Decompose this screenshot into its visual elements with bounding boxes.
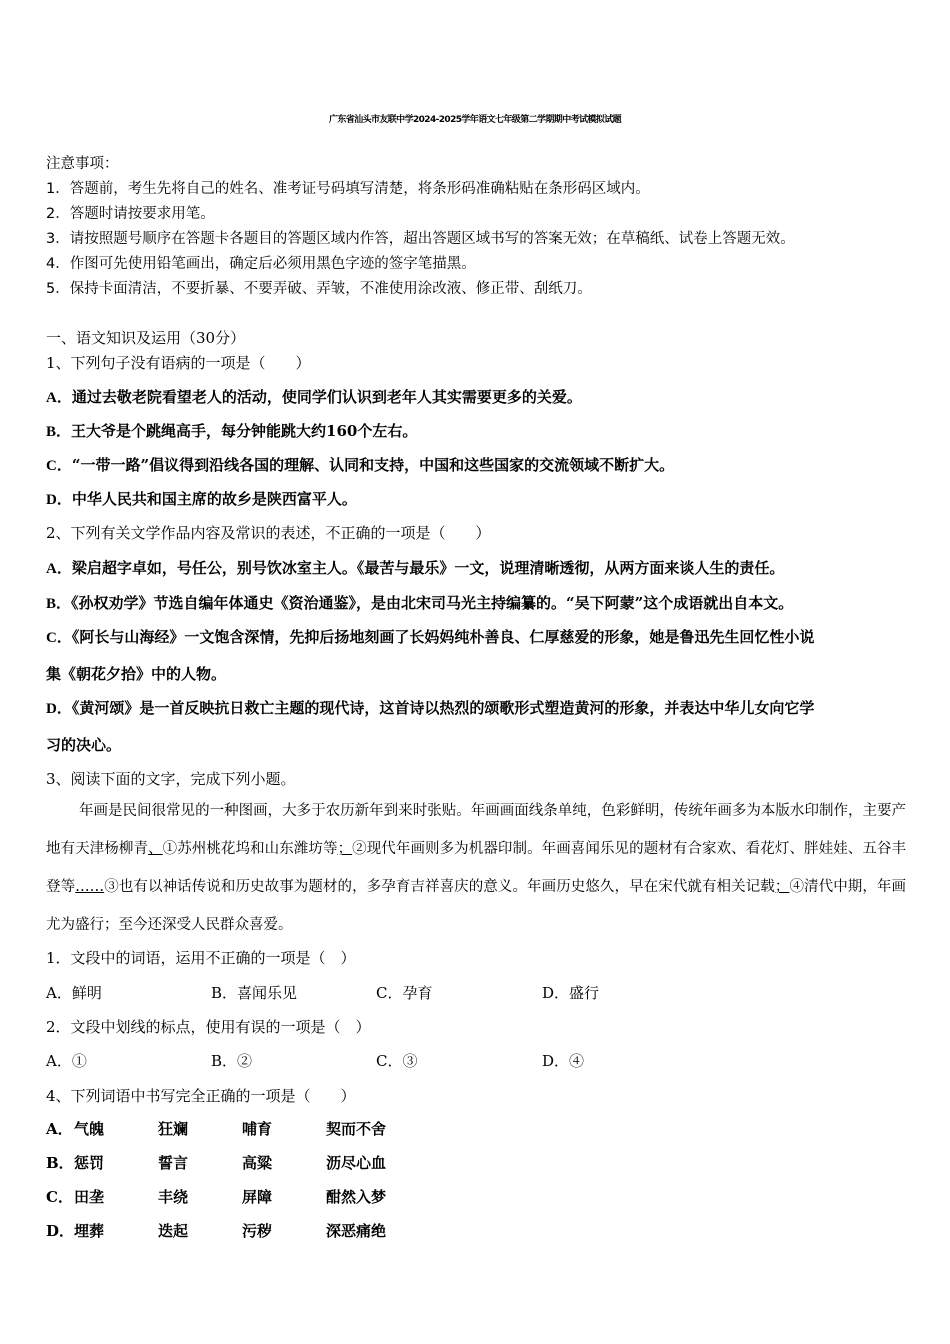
passage-text: ②现代年画则多为机器印制。年画喜闻乐见的题材有合家欢、看花灯、胖娃娃、五谷丰登等 [46, 841, 907, 895]
notice-item: 4．作图可先使用铅笔画出，确定后必须用黑色字迹的签字笔描黑。 [46, 256, 476, 272]
option-label: D． [46, 701, 72, 717]
notice-item: 1．答题前，考生先将自己的姓名、准考证号码填写清楚，将条形码准确粘贴在条形码区域内。 [46, 181, 650, 197]
row-label: A． [46, 1120, 73, 1138]
word: 哺育 [242, 1120, 273, 1138]
section-heading: 一、语文知识及运用（30分） [46, 329, 246, 347]
option [46, 454, 674, 475]
option-text: “一带一路”倡议得到沿线各国的理解、认同和支持，中国和这些国家的交流领域不断扩大。 [71, 456, 675, 474]
choice: D．盛行 [542, 984, 600, 1002]
question-stem: 2、下列有关文学作品内容及常识的表述，不正确的一项是（ ） [46, 524, 491, 542]
passage-text: ③也有以神话传说和历史故事为题材的，多孕育吉祥喜庆的意义。年画历史悠久，早在宋代就有相关记载 [104, 879, 775, 895]
choice: C．孕育 [376, 984, 433, 1002]
underlined-punctuation: ； [337, 841, 353, 857]
option-text: 《黄河颂》是一首反映抗日救亡主题的现代诗，这首诗以热烈的颂歌形式塑造黄河的形象，并表达中华儿女向它学 [71, 699, 815, 717]
option [46, 557, 784, 578]
row-label: C． [46, 1188, 73, 1206]
option [46, 488, 357, 509]
option-text: 梁启超字卓如，号任公，别号饮冰室主人。《最苦与最乐》一文，说理清晰透彻，从两方面来谈人生的责任。 [71, 559, 785, 577]
underlined-punctuation: 、 [148, 841, 163, 857]
choice: B．② [211, 1052, 253, 1070]
passage-text: 年画是民间很常见的一种图画，大多于农历新年到来时张贴。年画画面线条单纯，色彩鲜明，传统年画多为本版水印制作，主要产地有天津杨柳青 [46, 803, 906, 857]
option-label: C． [46, 630, 72, 646]
word: 田垄 [74, 1188, 105, 1206]
notice-item: 3．请按照题号顺序在答题卡各题目的答题区域内作答，超出答题区域书写的答案无效；在草稿纸、试卷上答题无效。 [46, 231, 795, 247]
option-label: B． [46, 424, 72, 440]
word: 高粱 [242, 1154, 273, 1172]
question-stem: 3、阅读下面的文字，完成下列小题。 [46, 770, 296, 788]
option-label: C． [46, 458, 72, 474]
choice: C．③ [376, 1052, 418, 1070]
row-label: B． [46, 1154, 74, 1172]
word: 沥尽心血 [326, 1154, 387, 1172]
option-continuation: 集《朝花夕拾》中的人物。 [46, 665, 227, 683]
word: 屏障 [242, 1188, 273, 1206]
option-text: 王大爷是个跳绳高手，每分钟能跳大约160个左右。 [71, 422, 418, 440]
word: 埋葬 [74, 1222, 105, 1240]
option [46, 386, 582, 407]
page-title: 广东省汕头市友联中学2024-2025学年语文七年级第二学期期中考试模拟试题 [328, 115, 622, 125]
word: 迭起 [158, 1222, 189, 1240]
word: 惩罚 [74, 1154, 105, 1172]
sub-question-stem: 1．文段中的词语，运用不正确的一项是（ ） [46, 949, 356, 967]
question-stem: 4、下列词语中书写完全正确的一项是（ ） [46, 1087, 356, 1105]
word: 狂斓 [158, 1120, 189, 1138]
notice-heading: 注意事项： [46, 156, 119, 172]
option [46, 420, 417, 441]
passage-text: ④清代中期，年画尤为盛行；至今还深受人民群众喜爱。 [46, 879, 907, 933]
option-continuation: 习的决心。 [46, 736, 122, 754]
notice-item: 5．保持卡面清洁，不要折暴、不要弄破、弄皱，不准使用涂改液、修正带、刮纸刀。 [46, 281, 592, 297]
option-text: 通过去敬老院看望老人的活动，使同学们认识到老年人其实需要更多的关爱。 [71, 388, 582, 406]
option-text: 中华人民共和国主席的故乡是陕西富平人。 [71, 490, 357, 508]
passage-text: ①苏州桃花坞和山东潍坊等 [162, 841, 338, 857]
option-label: A． [46, 390, 72, 406]
option-label: A． [46, 561, 72, 577]
reading-passage [46, 792, 906, 944]
choice: A．① [46, 1052, 87, 1070]
choice: B．喜闻乐见 [211, 984, 298, 1002]
sub-question-stem: 2．文段中划线的标点，使用有误的一项是（ ） [46, 1018, 371, 1036]
row-label: D． [46, 1222, 75, 1240]
word: 污秽 [242, 1222, 273, 1240]
notice-item: 2．答题时请按要求用笔。 [46, 206, 215, 222]
choice: D．④ [542, 1052, 585, 1070]
option [46, 626, 814, 647]
option-label: B． [46, 596, 72, 612]
option [46, 592, 793, 613]
word: 酣然入梦 [326, 1188, 387, 1206]
option-text: 《孙权劝学》节选自编年体通史《资治通鉴》，是由北宋司马光主持编纂的。“吴下阿蒙”这个成语就出自本文。 [71, 594, 794, 612]
question-stem: 1、下列句子没有语病的一项是（ ） [46, 354, 311, 372]
option [46, 697, 814, 718]
word: 契而不舍 [326, 1120, 387, 1138]
word: 丰绕 [158, 1188, 189, 1206]
choice: A．鲜明 [46, 984, 102, 1002]
word: 誓言 [158, 1154, 189, 1172]
word: 深恶痛绝 [326, 1222, 387, 1240]
underlined-punctuation: ； [774, 879, 790, 895]
underlined-punctuation: …… [75, 879, 105, 895]
option-label: D． [46, 492, 72, 508]
option-text: 《阿长与山海经》一文饱含深情，先抑后扬地刻画了长妈妈纯朴善良、仁厚慈爱的形象，她是鲁迅先生回忆性小说 [71, 628, 815, 646]
word: 气魄 [74, 1120, 105, 1138]
